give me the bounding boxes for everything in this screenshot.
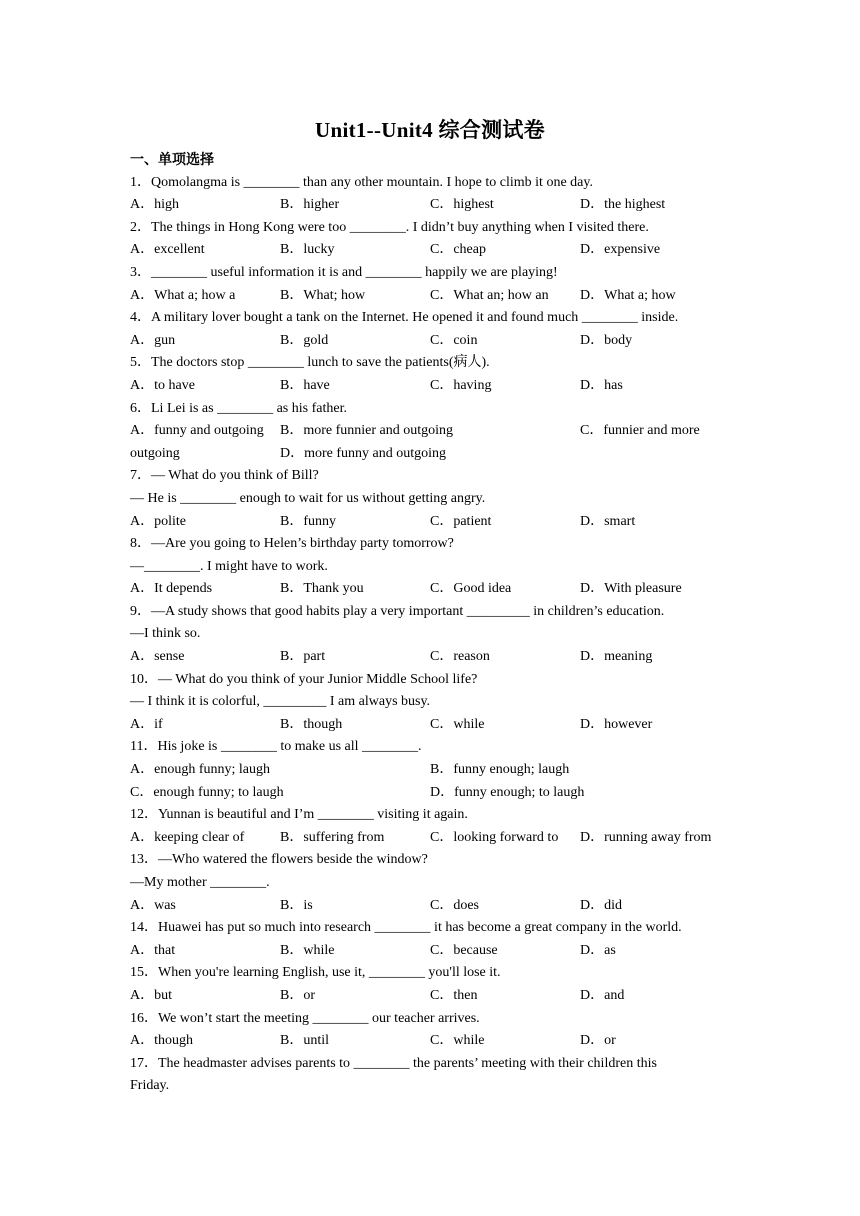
option-d: D．meaning [580, 649, 653, 665]
option-d: D．has [580, 377, 623, 393]
option-b: B．more funnier and outgoing [280, 423, 454, 439]
question-9-options [130, 646, 740, 669]
option-d: D．and [580, 987, 625, 1003]
option-d: D．more funny and outgoing [280, 445, 447, 461]
question-6-options-row-2 [130, 443, 740, 466]
question-16-options [130, 1030, 740, 1053]
option-c: C．enough funny; to laugh [130, 784, 284, 800]
option-c: C．coin [430, 332, 478, 348]
option-c: C．does [430, 897, 479, 913]
question-7-options [130, 511, 740, 534]
question-8-options [130, 578, 740, 601]
option-a: A．that [130, 942, 176, 958]
option-c: C．having [430, 377, 492, 393]
option-b: B．have [280, 377, 330, 393]
option-a: A．was [130, 897, 176, 913]
question-4-options [130, 330, 740, 353]
option-a: A．sense [130, 649, 185, 665]
option-a: A．but [130, 987, 172, 1003]
option-c: C．Good idea [430, 581, 512, 597]
question-6-options-row-1 [130, 420, 740, 443]
option-d: D．With pleasure [580, 581, 682, 597]
option-b: B．is [280, 897, 313, 913]
question-5-stem: 5．The doctors stop ________ lunch to save the patients(病人). [130, 355, 490, 371]
option-a: A．if [130, 716, 163, 732]
question-7-line-2: — He is ________ enough to wait for us without getting angry. [130, 490, 486, 506]
question-3-stem: 3．________ useful information it is and ________ happily we are playing! [130, 264, 558, 280]
question-12-options [130, 827, 740, 850]
question-17-stem: 17．The headmaster advises parents to ________ the parents’ meeting with their children this [130, 1055, 657, 1071]
exam-content [130, 149, 740, 1098]
option-a: A．funny and outgoing [130, 423, 264, 439]
option-a: A．though [130, 1033, 193, 1049]
option-d: D．as [580, 942, 616, 958]
option-b: B．lucky [280, 242, 335, 258]
option-c: C．cheap [430, 242, 486, 258]
question-14-options [130, 940, 740, 963]
option-a: A．polite [130, 513, 186, 529]
question-10-line-2: — I think it is colorful, _________ I am always busy. [130, 694, 431, 710]
option-a: A．excellent [130, 242, 205, 258]
page-title: Unit1--Unit4 综合测试卷 [315, 118, 545, 142]
question-13-stem: 13．—Who watered the flowers beside the window? [130, 852, 428, 868]
question-11-stem: 11．His joke is ________ to make us all ________. [130, 739, 422, 755]
option-b: B．until [280, 1033, 330, 1049]
question-7-stem: 7．— What do you think of Bill? [130, 468, 319, 484]
question-9-line-2: —I think so. [130, 626, 201, 642]
question-15-stem: 15．When you're learning English, use it, ________ you'll lose it. [130, 965, 501, 981]
option-b: B．while [280, 942, 335, 958]
question-17-line-2: Friday. [130, 1078, 170, 1094]
option-a: A．to have [130, 377, 195, 393]
option-c: C．looking forward to [430, 829, 559, 845]
question-13-line-2: —My mother ________. [130, 875, 270, 890]
section-heading: 一、单项选择 [130, 152, 214, 168]
option-d: D．the highest [580, 197, 666, 213]
option-b: B．though [280, 716, 343, 732]
option-c: C．then [430, 987, 478, 1003]
option-d: D．did [580, 897, 622, 913]
option-c: C．patient [430, 513, 492, 529]
question-8-stem: 8．—Are you going to Helen’s birthday party tomorrow? [130, 536, 454, 552]
question-1-stem: 1．Qomolangma is ________ than any other mountain. I hope to climb it one day. [130, 174, 593, 190]
option-d: D．running away from [580, 829, 712, 845]
option-c: C．highest [430, 197, 494, 213]
question-16-stem: 16．We won’t start the meeting ________ our teacher arrives. [130, 1010, 480, 1026]
question-1-options [130, 194, 740, 217]
question-5-options [130, 375, 740, 398]
option-d: D．body [580, 332, 633, 348]
question-11-options-row-1 [130, 759, 740, 782]
question-3-options [130, 285, 740, 308]
option-a: A．What a; how a [130, 287, 236, 303]
option-c: C．while [430, 1033, 485, 1049]
question-13-options [130, 895, 740, 918]
option-d: D．expensive [580, 242, 661, 258]
option-b: B．funny [280, 513, 336, 529]
option-b: B．higher [280, 197, 340, 213]
option-c: C．because [430, 942, 498, 958]
option-c: C．reason [430, 649, 490, 665]
option-b: B．funny enough; laugh [430, 762, 570, 778]
question-15-options [130, 985, 740, 1008]
option-a: A．high [130, 197, 179, 213]
question-2-options [130, 239, 740, 262]
option-d: D．however [580, 716, 653, 732]
option-d: D．smart [580, 513, 636, 529]
option-b: B．What; how [280, 287, 366, 303]
option-c: C．What an; how an [430, 287, 549, 303]
option-a: A．gun [130, 332, 176, 348]
option-a: A．keeping clear of [130, 829, 245, 845]
option-d: D．funny enough; to laugh [430, 784, 585, 800]
question-10-options [130, 714, 740, 737]
option-b: B．gold [280, 332, 329, 348]
question-6-stem: 6．Li Lei is as ________ as his father. [130, 400, 347, 416]
option-c: C．funnier and more [580, 423, 700, 439]
option-d: D．or [580, 1033, 616, 1049]
option-b: B．Thank you [280, 581, 364, 597]
question-2-stem: 2．The things in Hong Kong were too ________. I didn’t buy anything when I visited there. [130, 219, 649, 235]
option-c-continued: outgoing [130, 445, 180, 461]
option-b: B．suffering from [280, 829, 385, 845]
question-11-options-row-2 [130, 782, 740, 805]
question-12-stem: 12．Yunnan is beautiful and I’m ________ visiting it again. [130, 807, 468, 823]
option-c: C．while [430, 716, 485, 732]
question-10-stem: 10．— What do you think of your Junior Middle School life? [130, 671, 478, 687]
question-14-stem: 14．Huawei has put so much into research ________ it has become a great company in the world. [130, 920, 682, 936]
option-a: A．It depends [130, 581, 213, 597]
option-b: B．or [280, 987, 315, 1003]
option-b: B．part [280, 649, 326, 665]
question-9-stem: 9．—A study shows that good habits play a very important _________ in children’s education. [130, 603, 665, 619]
option-d: D．What a; how [580, 287, 676, 303]
question-4-stem: 4．A military lover bought a tank on the Internet. He opened it and found much ________ inside. [130, 310, 679, 326]
question-8-line-2: —________. I might have to work. [130, 558, 328, 574]
option-a: A．enough funny; laugh [130, 762, 270, 778]
